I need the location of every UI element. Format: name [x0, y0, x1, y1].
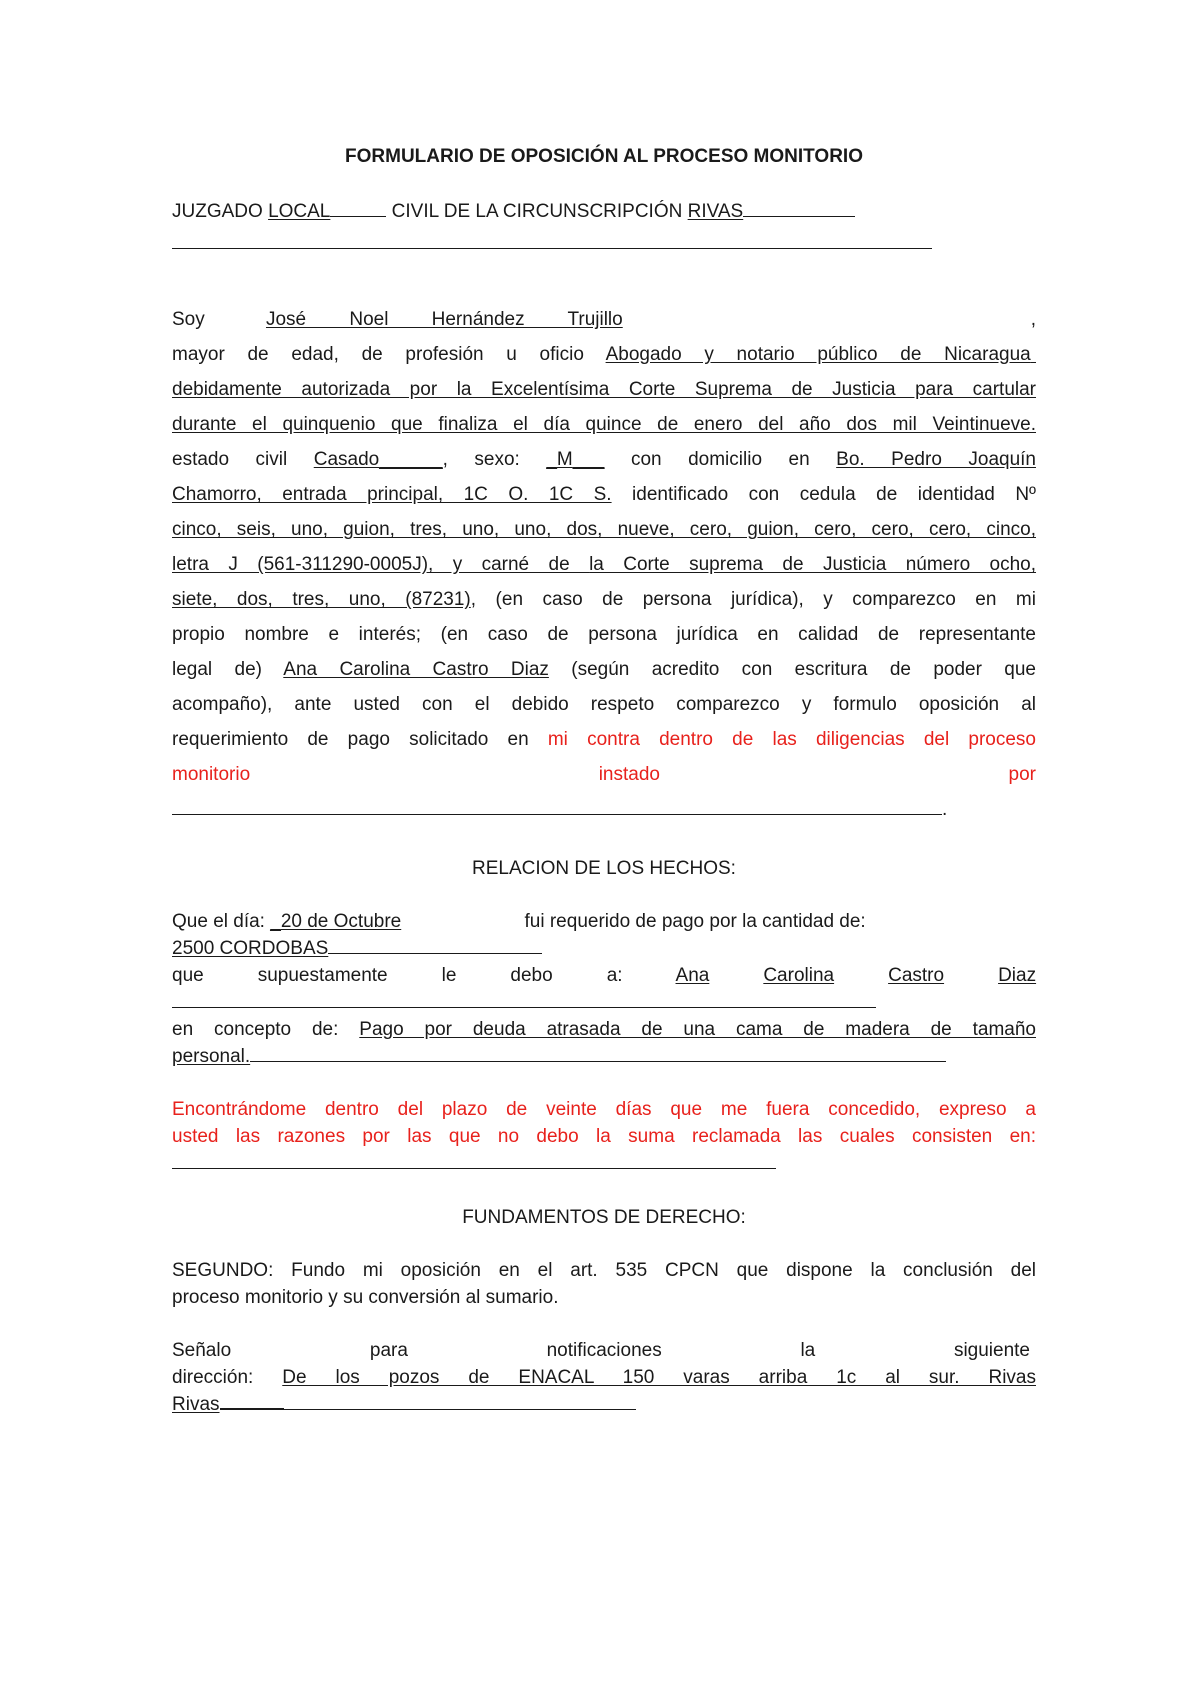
court-blank-line [172, 233, 932, 255]
intro-line-13: requerimiento de pago solicitado en mi contra dentro de las diligencias del proceso [172, 729, 1036, 750]
intro-line-5: estado civil Casado______, sexo: _M___ con domicilio en Bo. Pedro Joaquín [172, 449, 1036, 470]
intro-line-3: debidamente autorizada por la Excelentísima Corte Suprema de Justicia para cartular [172, 379, 1036, 400]
intro-line-12: acompaño), ante usted con el debido respeto comparezco y formulo oposición al [172, 694, 1036, 715]
client-name: Ana Carolina Castro Diaz [283, 659, 549, 680]
demand-date: 20 de Octubre [280, 911, 402, 932]
intro-line-8: letra J (561-311290-0005J), y carné de la Corte suprema de Justicia número ocho, [172, 554, 1037, 575]
intro-line-6: Chamorro, entrada principal, 1C O. 1C S. identificado con cedula de identidad Nº [172, 484, 1036, 505]
fundamentos-heading: FUNDAMENTOS DE DERECHO: [462, 1207, 746, 1228]
hechos-line-1: Que el día: _20 de Octubre fui requerido de pago por la cantidad de: [172, 911, 866, 932]
fundamentos-line-2: proceso monitorio y su conversión al sumario. [172, 1287, 559, 1308]
red-blank-line [172, 1153, 776, 1175]
intro-line-10: propio nombre e interés; (en caso de persona jurídica en calidad de representante [172, 624, 1036, 645]
declarant-name: José Noel Hernández Trujillo [265, 309, 623, 330]
intro-line-1: Soy José Noel Hernández Trujillo , [172, 309, 1037, 330]
hechos-blank-line [172, 992, 876, 1014]
amount: 2500 CORDOBAS [172, 938, 329, 959]
notif-line-3: Rivas [172, 1394, 636, 1416]
intro-line-14: monitorio instado por [172, 764, 1036, 785]
hechos-heading: RELACION DE LOS HECHOS: [472, 858, 736, 879]
intro-line-9: siete, dos, tres, uno, (87231), (en caso de persona jurídica), y comparezco en mi [172, 589, 1036, 610]
hechos-line-2 [172, 938, 542, 960]
red-line-1: Encontrándome dentro del plazo de veinte días que me fuera concedido, expreso a [172, 1099, 1036, 1120]
hechos-line-6: personal. [172, 1046, 946, 1068]
notif-address: De los pozos de ENACAL 150 varas arriba 1c al sur. Rivas [282, 1367, 1036, 1388]
notif-line-1: Señalo para notificaciones la siguiente [172, 1340, 1030, 1361]
red-line-2: usted las razones por las que no debo la suma reclamada las cuales consisten en: [172, 1126, 1036, 1147]
hechos-line-3: que supuestamente le debo a: Ana Carolina Castro Diaz [172, 965, 1037, 986]
fundamentos-line-1: SEGUNDO: Fundo mi oposición en el art. 535 CPCN que dispone la conclusión del [172, 1260, 1036, 1281]
hechos-line-5: en concepto de: Pago por deuda atrasada de una cama de madera de tamaño [172, 1019, 1036, 1040]
intro-line-2: mayor de edad, de profesión u oficio Abogado y notario público de Nicaragua [172, 344, 1031, 365]
intro-blank-line: . [172, 799, 947, 821]
intro-line-4: durante el quinquenio que finaliza el día quince de enero del año dos mil Veintinueve. [172, 414, 1036, 435]
intro-line-7: cinco, seis, uno, guion, tres, uno, uno, dos, nueve, cero, guion, cero, cero, cero, cinco, [172, 519, 1036, 540]
notif-line-2: dirección: De los pozos de ENACAL 150 varas arriba 1c al sur. Rivas [172, 1367, 1036, 1388]
court-circ: RIVAS [687, 201, 744, 222]
court-line: JUZGADO LOCAL CIVIL DE LA CIRCUNSCRIPCIÓN RIVAS [172, 201, 855, 223]
court-local: LOCAL [268, 201, 331, 222]
intro-line-11: legal de) Ana Carolina Castro Diaz (según acredito con escritura de poder que [172, 659, 1036, 680]
document-title: FORMULARIO DE OPOSICIÓN AL PROCESO MONITORIO [345, 146, 863, 167]
